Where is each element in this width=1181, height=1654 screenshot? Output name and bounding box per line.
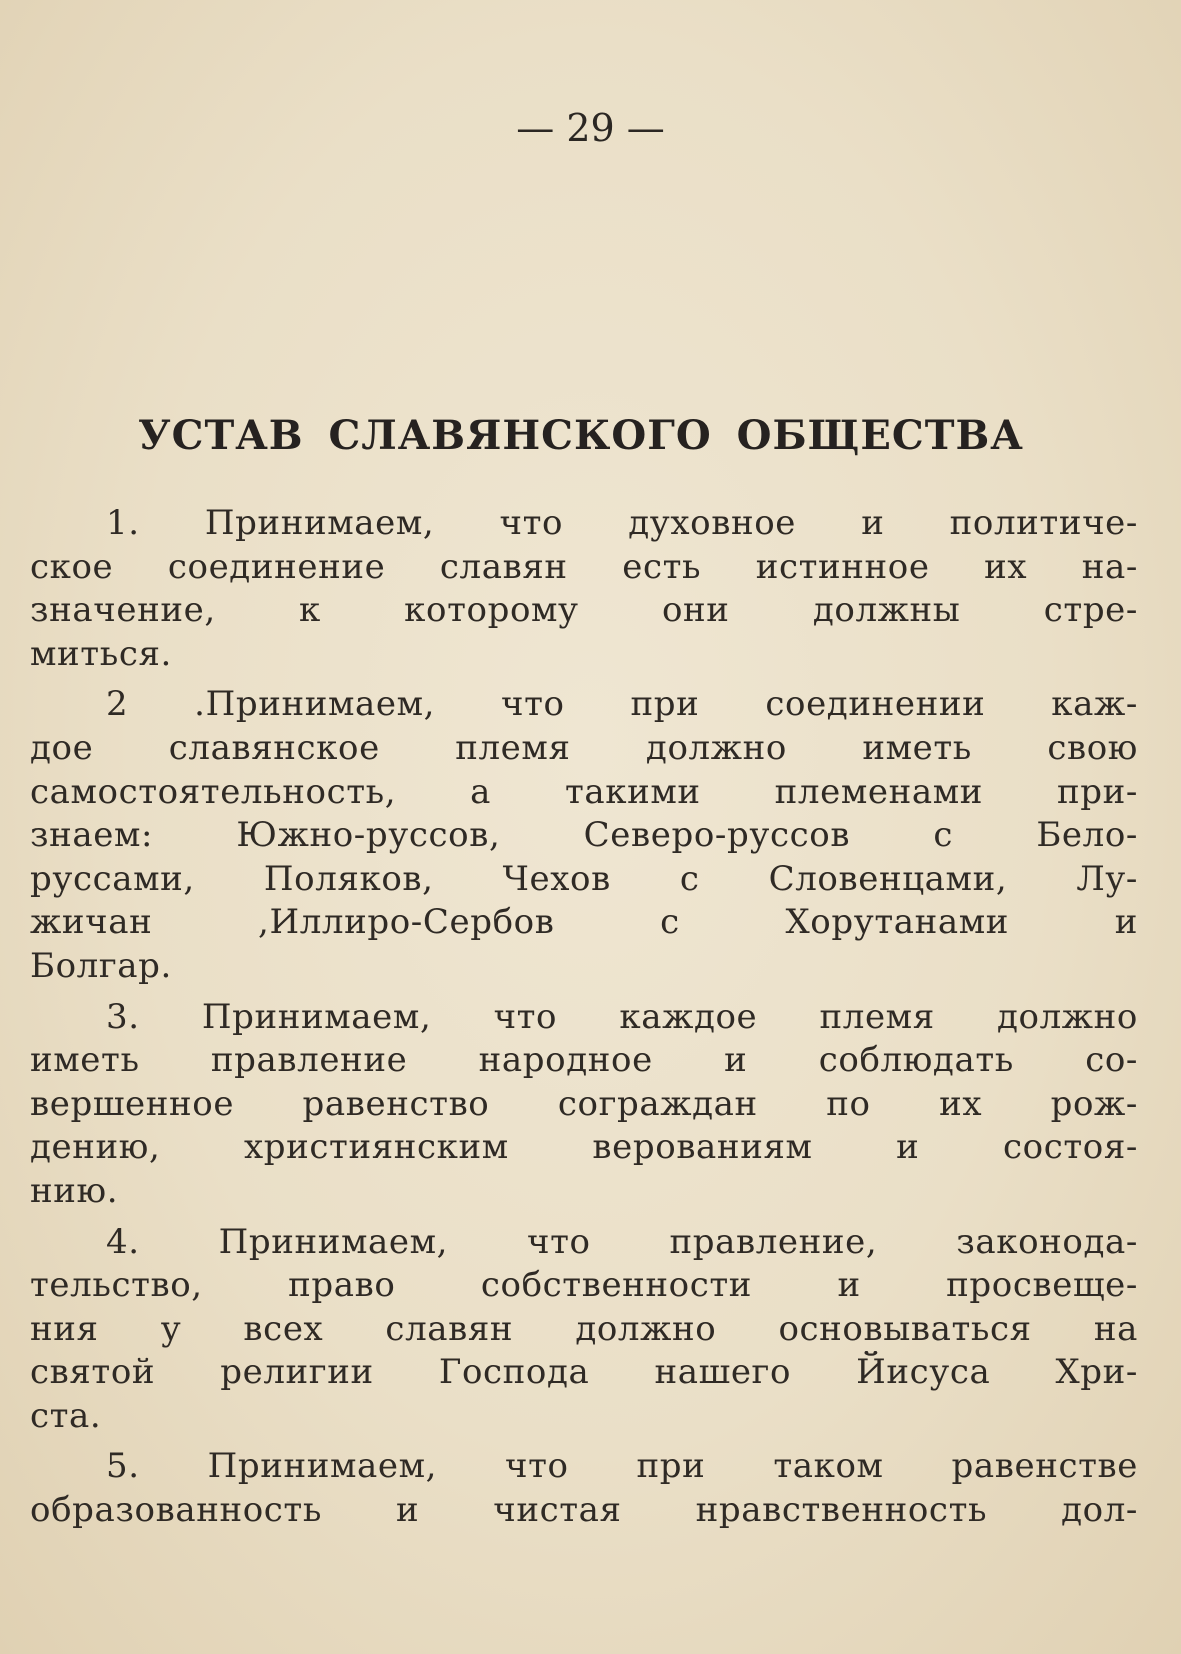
paragraph-gap [30,1214,1138,1221]
text-line: самостоятельность, а такими племенами при- [30,771,1138,812]
text-line: миться. [30,633,172,674]
text-line: вершенное равенство сограждан по их рож- [30,1083,1138,1124]
paragraph-gap [30,1438,1138,1445]
text-line: знаем: Южно-руссов, Северо-руссов с Бело- [30,815,1138,856]
text-line: Болгар. [30,945,172,986]
paragraph-gap [30,989,1138,996]
text-line: значение, к которому они должны стре- [30,590,1138,631]
text-line: 3. Принимаем, что каждое племя должно [106,996,1138,1037]
text-line: 5. Принимаем, что при таком равенстве [106,1446,1138,1487]
chapter-title: УСТАВ СЛАВЯНСКОГО ОБЩЕСТВА [138,412,1024,459]
text-line: 1. Принимаем, что духовное и политиче- [106,503,1138,543]
paragraph-3 [30,996,1138,1214]
text-line: дое славянское племя должно иметь свою [30,727,1138,768]
text-line: руссами, Поляков, Чехов с Словенцами, Лу- [30,858,1138,899]
text-line: образованность и чистая нравственность дол- [30,1490,1138,1531]
page-number: — 29 — [516,106,665,150]
text-line: ния у всех славян должно основываться на [30,1308,1138,1349]
text-line: дению, християнским верованиям и состоя- [30,1127,1138,1168]
text-line: иметь правление народное и соблюдать со- [30,1040,1138,1081]
text-line: 2 .Принимаем, что при соединении каж- [106,684,1138,725]
paragraph-gap [30,676,1138,683]
text-line: жичан ,Иллиро-Сербов с Хорутанами и [30,902,1138,943]
text-line: святой религии Господа нашего Йисуса Хри- [30,1352,1138,1393]
body-text [30,502,1138,1533]
text-line: нию. [30,1170,119,1211]
paragraph-5 [30,1445,1138,1532]
text-line: ское соединение славян есть истинное их на- [30,546,1138,587]
text-line: 4. Принимаем, что правление, законода- [106,1221,1138,1262]
text-line: тельство, право собственности и просвеще- [30,1265,1138,1306]
paragraph-4 [30,1221,1138,1439]
paragraph-2 [30,683,1138,988]
text-line: ста. [30,1395,102,1436]
paragraph-1 [30,502,1138,676]
